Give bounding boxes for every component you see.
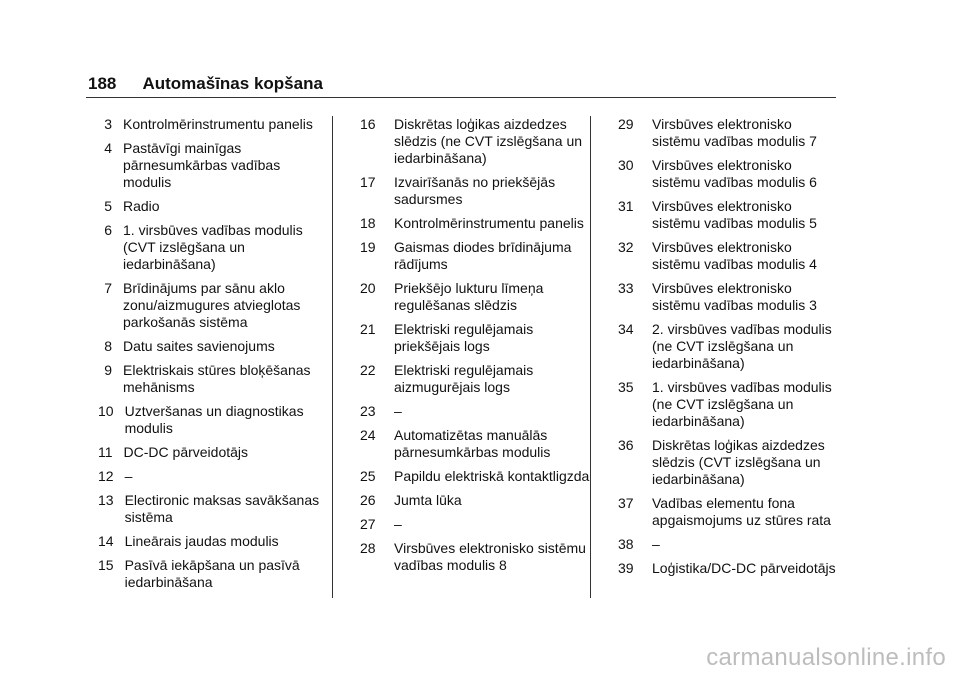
- item-number: 27: [360, 516, 376, 532]
- list-item: [98, 222, 326, 273]
- list-item: [618, 495, 843, 529]
- list-item: [360, 280, 592, 314]
- item-number: 35: [618, 379, 634, 395]
- list-item: [618, 560, 843, 577]
- list-item: [618, 280, 843, 314]
- column-divider: [332, 116, 333, 598]
- item-number: 17: [360, 174, 376, 190]
- list-item: [360, 321, 592, 355]
- list-item: [98, 198, 326, 215]
- list-item: [360, 239, 592, 273]
- item-number: 37: [618, 495, 634, 511]
- item-number: 18: [360, 215, 376, 231]
- item-number: 6: [104, 222, 112, 238]
- item-description: –: [394, 516, 402, 532]
- item-number: 34: [618, 321, 634, 337]
- item-description: Electironic maksas savākšanas sistēma: [124, 492, 320, 525]
- item-number: 16: [360, 116, 376, 132]
- item-number: 26: [360, 492, 376, 508]
- item-description: Izvairīšanās no priekšējās sadursmes: [394, 174, 556, 207]
- list-item: [360, 116, 592, 167]
- list-item: [98, 557, 326, 591]
- item-description: Vadības elementu fona apgaismojums uz stūres rata: [652, 495, 831, 528]
- item-description: –: [652, 536, 660, 552]
- item-number: 13: [98, 492, 114, 508]
- item-number: 36: [618, 437, 634, 453]
- item-number: 25: [360, 468, 376, 484]
- list-item: [618, 379, 843, 430]
- list-item: [618, 239, 843, 273]
- item-description: –: [124, 468, 133, 484]
- item-description: Papildu elektriskā kontaktligzda: [394, 468, 590, 484]
- item-number: 9: [104, 362, 112, 378]
- item-description: Diskrētas loģikas aizdedzes slēdzis (CVT izslēgšana un iedarbināšana): [652, 437, 825, 487]
- item-description: Pastāvīgi mainīgas pārnesumkārbas vadības modulis: [123, 140, 281, 190]
- item-description: Radio: [123, 198, 160, 214]
- item-number: 15: [98, 557, 114, 573]
- item-number: 7: [104, 280, 112, 296]
- list-item: [618, 116, 843, 150]
- column-divider: [590, 116, 591, 598]
- item-number: 20: [360, 280, 376, 296]
- list-item: [360, 427, 592, 461]
- item-number: 11: [98, 444, 113, 460]
- list-item: [360, 492, 592, 509]
- item-number: 31: [618, 198, 634, 214]
- list-item: [360, 174, 592, 208]
- page-title: Automašīnas kopšana: [142, 74, 323, 93]
- item-description: Pasīvā iekāpšana un pasīvā iedarbināšana: [124, 557, 300, 590]
- item-number: 28: [360, 540, 376, 556]
- item-number: 24: [360, 427, 376, 443]
- list-item: [98, 492, 326, 526]
- item-number: 4: [104, 140, 112, 156]
- list-item: [360, 362, 592, 396]
- item-description: Virsbūves elektronisko sistēmu vadības modulis 5: [652, 198, 817, 231]
- item-description: Virsbūves elektronisko sistēmu vadības modulis 7: [652, 116, 817, 149]
- item-number: 8: [104, 338, 112, 354]
- item-number: 12: [98, 468, 114, 484]
- list-item: [360, 516, 592, 533]
- item-description: Automatizētas manuālās pārnesumkārbas modulis: [394, 427, 551, 460]
- item-description: Elektriskais stūres bloķēšanas mehānisms: [123, 362, 311, 395]
- item-description: Gaismas diodes brīdinājuma rādījums: [394, 239, 572, 272]
- item-number: 19: [360, 239, 376, 255]
- fuse-list-column-2: [360, 116, 592, 581]
- item-number: 23: [360, 403, 376, 419]
- item-number: 10: [98, 403, 114, 419]
- item-description: DC-DC pārveidotājs: [123, 444, 249, 460]
- list-item: [98, 468, 326, 485]
- list-item: [98, 444, 326, 461]
- item-number: 39: [618, 560, 634, 576]
- fuse-list-column-3: [618, 116, 843, 584]
- item-number: 3: [104, 116, 112, 132]
- list-item: [98, 116, 326, 133]
- fuse-list-column-1: [98, 116, 326, 598]
- item-description: 2. virsbūves vadības modulis (ne CVT izslēgšana un iedarbināšana): [652, 321, 832, 371]
- item-number: 21: [360, 321, 376, 337]
- page-header: [88, 74, 323, 94]
- item-description: Kontrolmērinstrumentu panelis: [123, 116, 313, 132]
- list-item: [98, 403, 326, 437]
- item-number: 33: [618, 280, 634, 296]
- list-item: [618, 157, 843, 191]
- list-item: [360, 215, 592, 232]
- item-description: Lineārais jaudas modulis: [124, 533, 279, 549]
- list-item: [98, 362, 326, 396]
- item-number: 14: [98, 533, 114, 549]
- item-number: 29: [618, 116, 634, 132]
- list-item: [98, 280, 326, 331]
- watermark: carmanualsonline.info: [706, 644, 946, 671]
- item-description: Virsbūves elektronisko sistēmu vadības modulis 3: [652, 280, 817, 313]
- item-number: 5: [104, 198, 112, 214]
- item-description: Loģistika/DC-DC pārveidotājs: [652, 560, 836, 576]
- list-item: [98, 140, 326, 191]
- item-description: Elektriski regulējamais priekšējais logs: [394, 321, 534, 354]
- item-description: Virsbūves elektronisko sistēmu vadības modulis 4: [652, 239, 817, 272]
- list-item: [360, 540, 592, 574]
- item-description: 1. virsbūves vadības modulis (CVT izslēgšana un iedarbināšana): [123, 222, 303, 272]
- list-item: [618, 437, 843, 488]
- item-number: 22: [360, 362, 376, 378]
- list-item: [618, 198, 843, 232]
- item-description: Virsbūves elektronisko sistēmu vadības modulis 8: [394, 540, 586, 573]
- list-item: [360, 403, 592, 420]
- list-item: [360, 468, 592, 485]
- item-description: Datu saites savienojums: [123, 338, 275, 354]
- item-description: Elektriski regulējamais aizmugurējais logs: [394, 362, 534, 395]
- list-item: [98, 338, 326, 355]
- item-number: 32: [618, 239, 634, 255]
- item-description: Uztveršanas un diagnostikas modulis: [124, 403, 304, 436]
- item-description: Jumta lūka: [394, 492, 462, 508]
- item-description: Virsbūves elektronisko sistēmu vadības modulis 6: [652, 157, 817, 190]
- item-number: 38: [618, 536, 634, 552]
- item-description: Diskrētas loģikas aizdedzes slēdzis (ne CVT izslēgšana un iedarbināšana): [394, 116, 583, 166]
- item-number: 30: [618, 157, 634, 173]
- list-item: [618, 321, 843, 372]
- item-description: –: [394, 403, 402, 419]
- list-item: [618, 536, 843, 553]
- item-description: Kontrolmērinstrumentu panelis: [394, 215, 584, 231]
- list-item: [98, 533, 326, 550]
- item-description: Brīdinājums par sānu aklo zonu/aizmugures atvieglotas parkošanās sistēma: [123, 280, 301, 330]
- header-rule: [86, 97, 836, 98]
- item-description: Priekšējo lukturu līmeņa regulēšanas slēdzis: [394, 280, 544, 313]
- page-number: 188: [88, 74, 117, 93]
- item-description: 1. virsbūves vadības modulis (ne CVT izslēgšana un iedarbināšana): [652, 379, 832, 429]
